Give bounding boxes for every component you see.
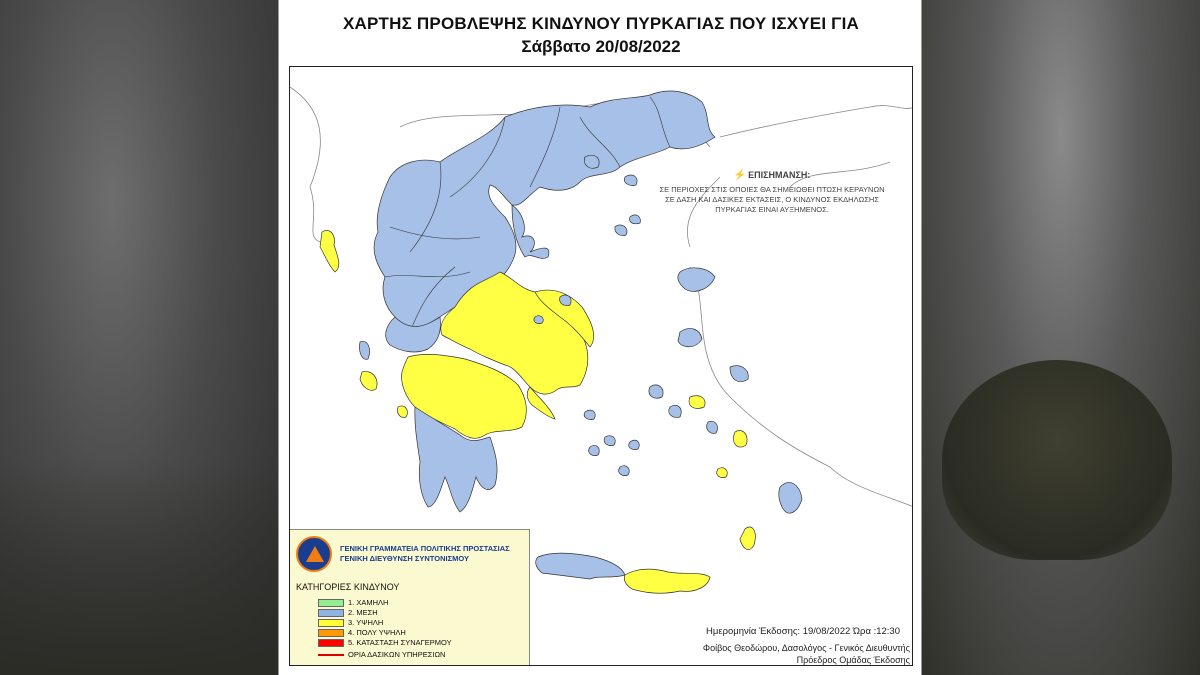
swatch-alert bbox=[318, 639, 344, 647]
region-lefkada bbox=[359, 341, 369, 359]
issue-date: Ημερομηνία Έκδοσης: 19/08/2022 Ώρα :12:30 bbox=[706, 626, 900, 637]
swatch-very-high bbox=[318, 629, 344, 637]
map-title: ΧΑΡΤΗΣ ΠΡΟΒΛΕΨΗΣ ΚΙΝΔΥΝΟΥ ΠΥΡΚΑΓΙΑΣ ΠΟΥ ΙΣΧΥΕΙ ΓΙΑ bbox=[342, 14, 859, 33]
swatch-high bbox=[318, 619, 344, 627]
legend-item-high: 3. ΥΨΗΛΗ bbox=[318, 618, 383, 627]
signature-line-1: Φοίβος Θεοδώρου, Δασολόγος - Γενικός Διευθυντής bbox=[702, 643, 910, 653]
swatch-low bbox=[318, 599, 344, 607]
legend-item-very-high: 4. ΠΟΛΥ ΥΨΗΛΗ bbox=[318, 628, 406, 637]
region-crete-yellow bbox=[624, 569, 710, 593]
region-kefalonia bbox=[360, 371, 377, 390]
aegean-islands-yellow bbox=[689, 396, 755, 550]
map-date: Σάββατο 20/08/2022 bbox=[521, 37, 681, 56]
legend-boundary: ΟΡΙΑ ΔΑΣΙΚΩΝ ΥΠΗΡΕΣΙΩΝ bbox=[318, 650, 445, 659]
fire-risk-map-panel bbox=[278, 0, 922, 675]
background-left bbox=[0, 0, 280, 675]
civil-protection-emblem-icon bbox=[296, 536, 332, 572]
legend-item-alert: 5. ΚΑΤΑΣΤΑΣΗ ΣΥΝΑΓΕΡΜΟΥ bbox=[318, 638, 452, 647]
legend-box bbox=[290, 529, 530, 665]
lightning-notice bbox=[630, 170, 913, 215]
map-frame bbox=[289, 66, 913, 666]
org-line-1: ΓΕΝΙΚΗ ΓΡΑΜΜΑΤΕΙΑ ΠΟΛΙΤΙΚΗΣ ΠΡΟΣΤΑΣΙΑΣ bbox=[340, 544, 510, 553]
notice-text: ΣΕ ΠΕΡΙΟΧΕΣ ΣΤΙΣ ΟΠΟΙΕΣ ΘΑ ΣΗΜΕΙΩΘΕΙ ΠΤΩΣΗ ΚΕΡΑΥΝΩΝ ΣΕ ΔΑΣΗ ΚΑΙ ΔΑΣΙΚΕΣ ΕΚΤΑΣΕΙΣ, Ο ΚΙΝΔΥΝΟΣ ΕΚΔΗΛΩΣΗΣ ΠΥΡΚΑΓΙΑΣ ΕΙΝΑΙ ΑΥΞΗΜΕΝΟΣ. bbox=[659, 185, 885, 214]
legend-item-medium: 2. ΜΕΣΗ bbox=[318, 608, 378, 617]
background-right bbox=[922, 0, 1200, 675]
signature-line-2: Πρόεδρος Ομάδας Έκδοσης bbox=[796, 655, 910, 665]
region-zakynthos bbox=[397, 406, 407, 417]
swatch-medium bbox=[318, 609, 344, 617]
lightning-icon: ⚡ bbox=[733, 170, 747, 181]
legend-item-low: 1. ΧΑΜΗΛΗ bbox=[318, 598, 388, 607]
org-line-2: ΓΕΝΙΚΗ ΔΙΕΥΘΥΝΣΗ ΣΥΝΤΟΝΙΣΜΟΥ bbox=[340, 554, 469, 563]
region-corfu bbox=[320, 230, 339, 272]
notice-heading: ΕΠΙΣΗΜΑΝΣΗ: bbox=[748, 170, 811, 180]
region-crete-blue bbox=[536, 553, 625, 579]
legend-categories-title: ΚΑΤΗΓΟΡΙΕΣ ΚΙΝΔΥΝΟΥ bbox=[296, 582, 400, 592]
